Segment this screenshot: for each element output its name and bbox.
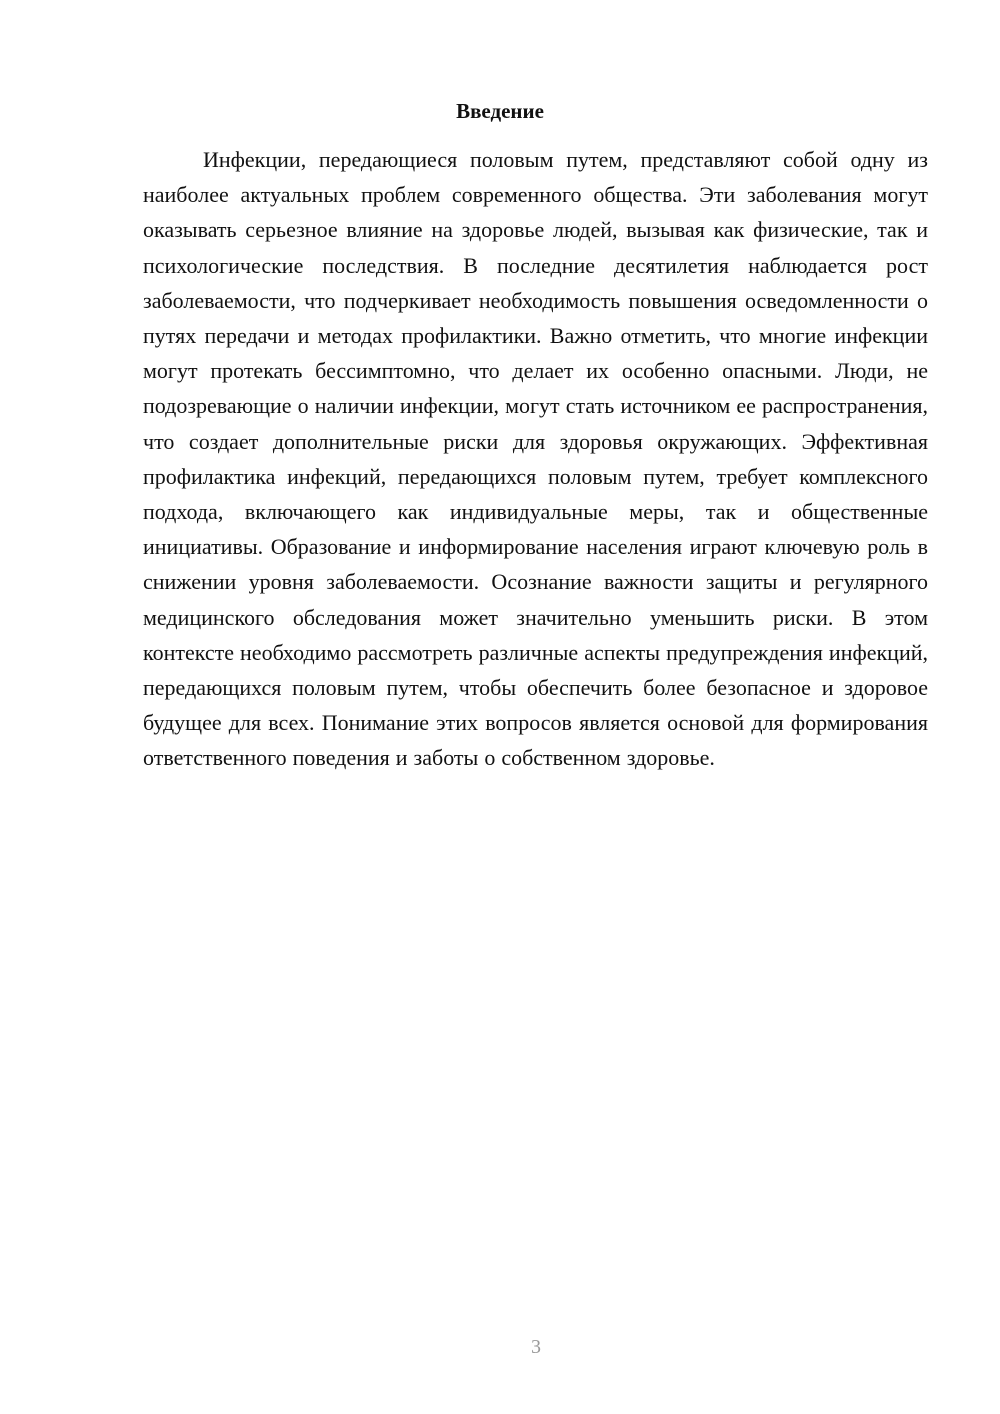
page-number: 3 [531, 1336, 541, 1358]
section-title: Введение [456, 99, 544, 123]
introduction-paragraph: Инфекции, передающиеся половым путем, представляют собой одну из наиболее актуальных проблем современного общества. Эти заболевания могут оказывать серьезное влияние на здоровье людей, вызывая как физические, так и психологические последствия. В последние десятилетия наблюдается рост заболеваемости, что подчеркивает необходимость повышения осведомленности о путях передачи и методах профилактики. Важно отметить, что многие инфекции могут протекать бессимптомно, что делает их особенно опасными. Люди, не подозревающие о наличии инфекции, могут стать источником ее распространения, что создает дополнительные риски для здоровья окружающих. Эффективная профилактика инфекций, передающихся половым путем, требует комплексного подхода, включающего как индивидуальные меры, так и общественные инициативы. Образование и информирование населения играют ключевую роль в снижении уровня заболеваемости. Осознание важности защиты и регулярного медицинского обследования может значительно уменьшить риски. В этом контексте необходимо рассмотреть различные аспекты предупреждения инфекций, передающихся половым путем, чтобы обеспечить более безопасное и здоровое будущее для всех. Понимание этих вопросов является основой для формирования ответственного поведения и заботы о собственном здоровье. [143, 147, 928, 771]
